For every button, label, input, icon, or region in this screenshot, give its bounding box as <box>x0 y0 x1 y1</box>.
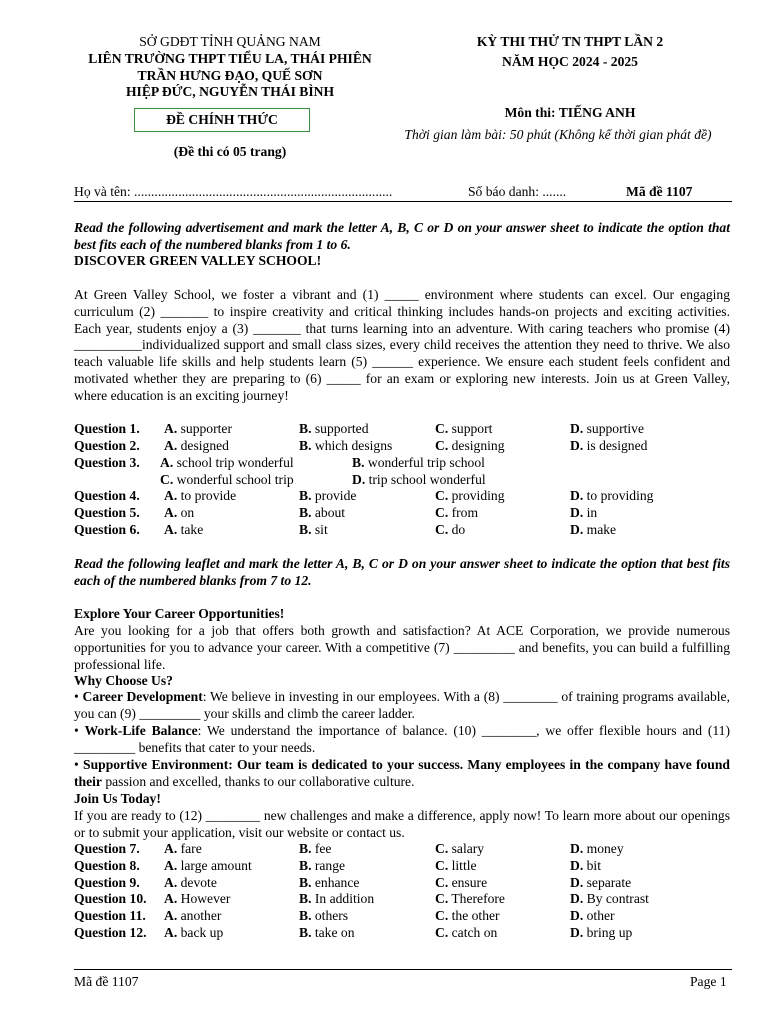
option-c: providing <box>451 488 505 503</box>
letter-d: D. <box>570 925 584 940</box>
option-d: trip school wonderful <box>368 472 486 487</box>
option-c: catch on <box>451 925 498 940</box>
letter-c: C. <box>435 522 449 537</box>
question-label: Question 3. <box>74 455 140 470</box>
letter-a: A. <box>164 925 178 940</box>
option-c: ensure <box>451 875 488 890</box>
option-a: on <box>180 505 195 520</box>
question-9 <box>74 875 734 892</box>
exam-code: Mã đề 1107 <box>626 184 693 199</box>
option-c: salary <box>451 841 485 856</box>
option-d: make <box>586 522 617 537</box>
option-b: take on <box>314 925 355 940</box>
option-d: By contrast <box>586 891 649 906</box>
letter-c: C. <box>435 875 449 890</box>
bullet-icon: • <box>74 757 79 772</box>
option-c: support <box>451 421 493 436</box>
option-b: sit <box>314 522 328 537</box>
letter-c: C. <box>435 908 449 923</box>
option-b: range <box>314 858 346 873</box>
school-line-3: HIỆP ĐỨC, NGUYỄN THÁI BÌNH <box>125 84 335 100</box>
option-d: in <box>586 505 598 520</box>
letter-b: B. <box>299 522 312 537</box>
section1-passage: At Green Valley School, we foster a vibrant and (1) _____ environment where students can excel. Our engaging curriculum (2) _______ to inspire creativity and critical thinking includes hands-on projects and exciting activities. Each year, students enjoy a (3) _______ that turns learning into an adventure. With caring teachers who promise (4) __________individualized support and small class sizes, every child receives the attention they need to thrive. We also teach valuable life skills and help students learn (5) ______ experience. We ensure each student feels confident and motivated whether they are preparing to (6) _____ for an exam or exploring new interests. Join us at Green Valley, where education is an exciting journey! <box>74 287 730 403</box>
department: SỞ GDĐT TỈNH QUẢNG NAM <box>139 34 321 49</box>
letter-d: D. <box>570 505 584 520</box>
page-count: (Đề thi có 05 trang) <box>173 144 287 159</box>
school-line-2: TRẦN HƯNG ĐẠO, QUẾ SƠN <box>137 67 323 83</box>
letter-b: B. <box>299 438 312 453</box>
question-4 <box>74 488 734 505</box>
question-3-row-2 <box>74 472 734 489</box>
option-d: separate <box>586 875 632 890</box>
question-label: Question 5. <box>74 505 140 520</box>
letter-a: A. <box>164 421 178 436</box>
candidate-number-field: Số báo danh: ....... <box>468 184 567 199</box>
school-year: NĂM HỌC 2024 - 2025 <box>502 54 638 69</box>
bullet-support-label: Supportive Environment: Our team is dedicated to your success. Many employees in the company have found their <box>74 757 730 789</box>
subject-text: Môn thi: TIẾNG ANH <box>504 105 636 120</box>
letter-b: B. <box>352 455 365 470</box>
option-b: enhance <box>314 875 360 890</box>
option-c: from <box>451 505 479 520</box>
option-b: provide <box>314 488 357 503</box>
footer-divider <box>74 969 732 970</box>
bullet-balance-label: Work-Life Balance <box>84 723 198 738</box>
question-label: Question 10. <box>74 891 147 906</box>
option-a: another <box>180 908 222 923</box>
header-left <box>60 34 400 101</box>
question-11 <box>74 908 734 925</box>
option-c: little <box>451 858 477 873</box>
section2-closing: If you are ready to (12) ________ new challenges and make a difference, apply now! To learn more about our openings or to submit your application, visit our website or contact us. <box>74 808 730 840</box>
option-d: supportive <box>586 421 645 436</box>
option-c: wonderful school trip <box>176 472 294 487</box>
why-choose-heading: Why Choose Us? <box>74 673 173 688</box>
letter-d: D. <box>570 908 584 923</box>
letter-c: C. <box>435 421 449 436</box>
letter-a: A. <box>164 438 178 453</box>
letter-b: B. <box>299 925 312 940</box>
section2-instruction: Read the following leaflet and mark the letter A, B, C or D on your answer sheet to indicate the option that best fits each of the numbered blanks from 7 to 12. <box>74 556 730 588</box>
letter-d: D. <box>570 858 584 873</box>
option-d: bring up <box>586 925 633 940</box>
letter-a: A. <box>164 875 178 890</box>
question-label: Question 11. <box>74 908 146 923</box>
letter-d: D. <box>570 488 584 503</box>
letter-b: B. <box>299 488 312 503</box>
bullet-balance <box>74 723 730 757</box>
option-d: bit <box>586 858 601 873</box>
header-divider <box>74 201 732 202</box>
letter-c: C. <box>435 505 449 520</box>
option-b: which designs <box>314 438 393 453</box>
letter-c: C. <box>435 891 449 906</box>
option-c: designing <box>451 438 505 453</box>
question-2 <box>74 438 734 455</box>
exam-title: KỲ THI THỬ TN THPT LẦN 2 <box>476 34 664 49</box>
letter-d: D. <box>570 421 584 436</box>
question-label: Question 12. <box>74 925 147 940</box>
option-d: money <box>586 841 624 856</box>
option-a: take <box>180 522 204 537</box>
option-a: large amount <box>180 858 252 873</box>
section2-intro: Are you looking for a job that offers both growth and satisfaction? At ACE Corporation, we provide numerous opportunities for you to advance your career. With a competitive (7) _________ and benefits, you can build a fulfilling professional life. <box>74 623 730 672</box>
question-5 <box>74 505 734 522</box>
letter-c: C. <box>435 488 449 503</box>
letter-d: D. <box>570 438 584 453</box>
option-c: Therefore <box>451 891 505 906</box>
question-label: Question 4. <box>74 488 140 503</box>
option-d: is designed <box>586 438 648 453</box>
option-a: school trip wonderful <box>176 455 294 470</box>
question-10 <box>74 891 734 908</box>
bullet-support <box>74 757 730 791</box>
option-b: In addition <box>314 891 375 906</box>
letter-b: B. <box>299 891 312 906</box>
section1-title: DISCOVER GREEN VALLEY SCHOOL! <box>74 253 322 268</box>
bullet-career <box>74 689 730 723</box>
question-label: Question 9. <box>74 875 140 890</box>
candidate-name-field: Họ và tên: ............................................................................ <box>74 184 393 199</box>
official-stamp: ĐỀ CHÍNH THỨC <box>134 108 310 132</box>
question-8 <box>74 858 734 875</box>
letter-a: A. <box>164 505 178 520</box>
letter-a: A. <box>164 522 178 537</box>
option-b: others <box>314 908 349 923</box>
option-c: the other <box>451 908 500 923</box>
letter-d: D. <box>570 841 584 856</box>
letter-b: B. <box>299 841 312 856</box>
letter-d: D. <box>352 472 366 487</box>
question-label: Question 2. <box>74 438 140 453</box>
letter-a: A. <box>164 488 178 503</box>
bullet-icon: • <box>74 689 79 704</box>
bullet-support-text: passion and excelled, thanks to our collaborative culture. <box>101 773 415 789</box>
question-1 <box>74 421 734 438</box>
bullet-career-text: : We believe in investing in our employees. With a (8) ________ of training programs available, you can (9) _________ your skills and climb the career ladder. <box>74 689 730 721</box>
question-12 <box>74 925 734 942</box>
option-d: to providing <box>586 488 654 503</box>
letter-d: D. <box>570 522 584 537</box>
letter-a: A. <box>164 841 178 856</box>
section1-instruction: Read the following advertisement and mark the letter A, B, C or D on your answer sheet to indicate the option that best fits each of the numbered blanks from 1 to 6. <box>74 220 730 252</box>
question-6 <box>74 522 734 539</box>
option-a: supporter <box>180 421 232 436</box>
letter-b: B. <box>299 908 312 923</box>
question-7 <box>74 841 734 858</box>
letter-b: B. <box>299 505 312 520</box>
question-label: Question 6. <box>74 522 140 537</box>
footer-exam-code: Mã đề 1107 <box>74 974 139 989</box>
question-3 <box>74 455 734 472</box>
option-b: fee <box>314 841 332 856</box>
option-b: wonderful trip school <box>367 455 485 470</box>
subject <box>410 105 730 122</box>
section2-title: Explore Your Career Opportunities! <box>74 606 285 621</box>
bullet-icon: • <box>74 723 79 738</box>
school-line-1: LIÊN TRƯỜNG THPT TIỂU LA, THÁI PHIÊN <box>88 50 372 66</box>
exam-time: Thời gian làm bài: 50 phút (Không kể thời gian phát đề) <box>404 127 712 142</box>
footer-page-number: Page 1 <box>690 974 727 989</box>
question-label: Question 8. <box>74 858 140 873</box>
option-c: do <box>451 522 466 537</box>
question-label: Question 7. <box>74 841 140 856</box>
option-a: fare <box>180 841 202 856</box>
letter-a: A. <box>164 858 178 873</box>
letter-c: C. <box>435 438 449 453</box>
letter-c: C. <box>160 472 174 487</box>
option-a: However <box>180 891 231 906</box>
option-d: other <box>586 908 615 923</box>
option-a: back up <box>180 925 224 940</box>
letter-a: A. <box>164 908 178 923</box>
letter-b: B. <box>299 858 312 873</box>
join-heading: Join Us Today! <box>74 791 161 806</box>
letter-b: B. <box>299 875 312 890</box>
letter-d: D. <box>570 891 584 906</box>
option-a: designed <box>180 438 229 453</box>
option-b: supported <box>314 421 369 436</box>
option-b: about <box>314 505 346 520</box>
letter-d: D. <box>570 875 584 890</box>
question-label: Question 1. <box>74 421 140 436</box>
bullet-career-label: Career Development <box>82 689 203 704</box>
bullet-balance-text: : We understand the importance of balance. (10) ________, we offer flexible hours and (11) _________ benefits that cater to your needs. <box>74 723 730 755</box>
letter-a: A. <box>160 455 174 470</box>
letter-c: C. <box>435 858 449 873</box>
letter-a: A. <box>164 891 178 906</box>
letter-b: B. <box>299 421 312 436</box>
option-a: devote <box>180 875 217 890</box>
option-a: to provide <box>180 488 237 503</box>
letter-c: C. <box>435 841 449 856</box>
letter-c: C. <box>435 925 449 940</box>
